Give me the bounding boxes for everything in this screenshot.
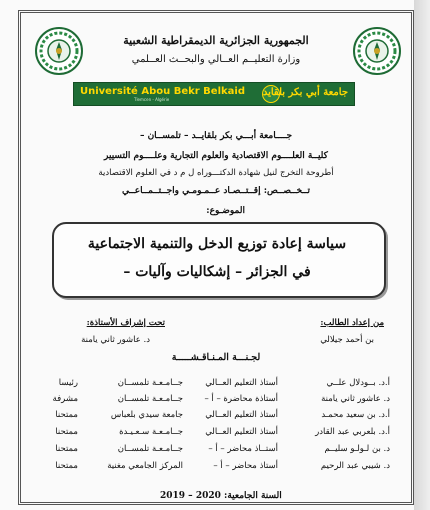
thesis-title-line2: في الجزائر – إشكاليات وآليات – [123, 264, 311, 280]
university-line: جــــامعة أبـــي بكر بلقايــد – تلمســان – [139, 131, 293, 141]
thesis-title-box [52, 222, 386, 298]
member-rank: أستاذ التعليم العــالي [205, 378, 278, 388]
page-edge-shadow [414, 0, 430, 510]
university-name-ar: جامعة أبي بكر بلقايد [262, 87, 348, 98]
thesis-type-line: أطروحة التخرج لنيل شهادة الدكتـــوراه ل م د في العلوم الاقتصادية [98, 168, 334, 178]
footer-year [160, 491, 282, 501]
member-name: أ.د. بن سعيد محمـد [321, 410, 390, 420]
member-role: ممتحنا [55, 427, 78, 437]
member-institution: جــامـعـة تلمســان [117, 378, 183, 388]
member-institution: جــامـعـة تلمســان [117, 394, 183, 404]
member-institution: جامعة سيدي بلعباس [110, 410, 183, 420]
supervisor-name: د. عاشور ثاني يامنة [81, 335, 150, 345]
academic-year-value: 2019 – 2020 [160, 491, 221, 501]
university-logo-banner [73, 82, 355, 106]
member-name: د. عاشور ثاني يامنة [321, 394, 390, 404]
ministry-title: وزارة التعليــم العــالي والبحــث العــلمي [131, 54, 301, 65]
specialty-line: تــخــصــص: إقــتــصـاد عــمـومـي واجــتــمــاعــي [121, 186, 311, 196]
student-name: بن أحمد جيلالي [320, 335, 374, 345]
member-rank: أستــاذ محاضر – أ – [208, 444, 278, 454]
member-institution: جــامـعـة تلمســان [117, 444, 183, 454]
member-rank: أستاذ محاضر – أ – [213, 461, 278, 471]
member-name: د. شيبي عبد الرحيم [320, 461, 390, 471]
faculty-line: كليــة العلــــوم الاقتصادية والعلوم التجارية وعلــــوم التسيير [104, 151, 328, 161]
member-role: رئيسا [58, 378, 78, 388]
thesis-title-line1: سياسة إعادة توزيع الدخل والتنمية الاجتماعية [87, 236, 347, 252]
prepared-by-label: من إعداد الطالب: [320, 318, 384, 328]
committee-title: لجـنـــة المـنـاقـشـــــة [171, 352, 261, 363]
academic-year-label: السنة الجامعية: [224, 491, 282, 501]
member-name: أ.د. بلعربي عبد القادر [315, 427, 390, 437]
member-institution: المركز الجامعي مغنية [107, 461, 183, 471]
member-role: ممتحنا [55, 444, 78, 454]
university-city-fr: Tlemcen - Algérie [134, 97, 170, 102]
member-institution: جــامـعـة سـعـيـدة [119, 427, 183, 437]
member-name: د. بن لـولـو سليــم [324, 444, 390, 454]
member-rank: أستاذ التعليم العــالي [205, 410, 278, 420]
subject-label: الموضـوع: [206, 206, 245, 216]
supervision-label: تحت إشراف الأستاذة: [86, 318, 165, 328]
member-rank: أستاذ التعليم العــالي [205, 427, 278, 437]
republic-title: الجمهورية الجزائرية الديمقراطية الشعبية [123, 34, 309, 47]
university-name-fr: Université Abou Bekr Belkaid [80, 86, 245, 97]
member-name: أ.د. بــودلال علــي [326, 378, 390, 388]
member-role: مشرفة [52, 394, 78, 404]
member-role: ممتحنا [55, 410, 78, 420]
member-rank: أستاذة محاضرة – أ – [204, 394, 278, 404]
member-role: ممتحنا [55, 461, 78, 471]
